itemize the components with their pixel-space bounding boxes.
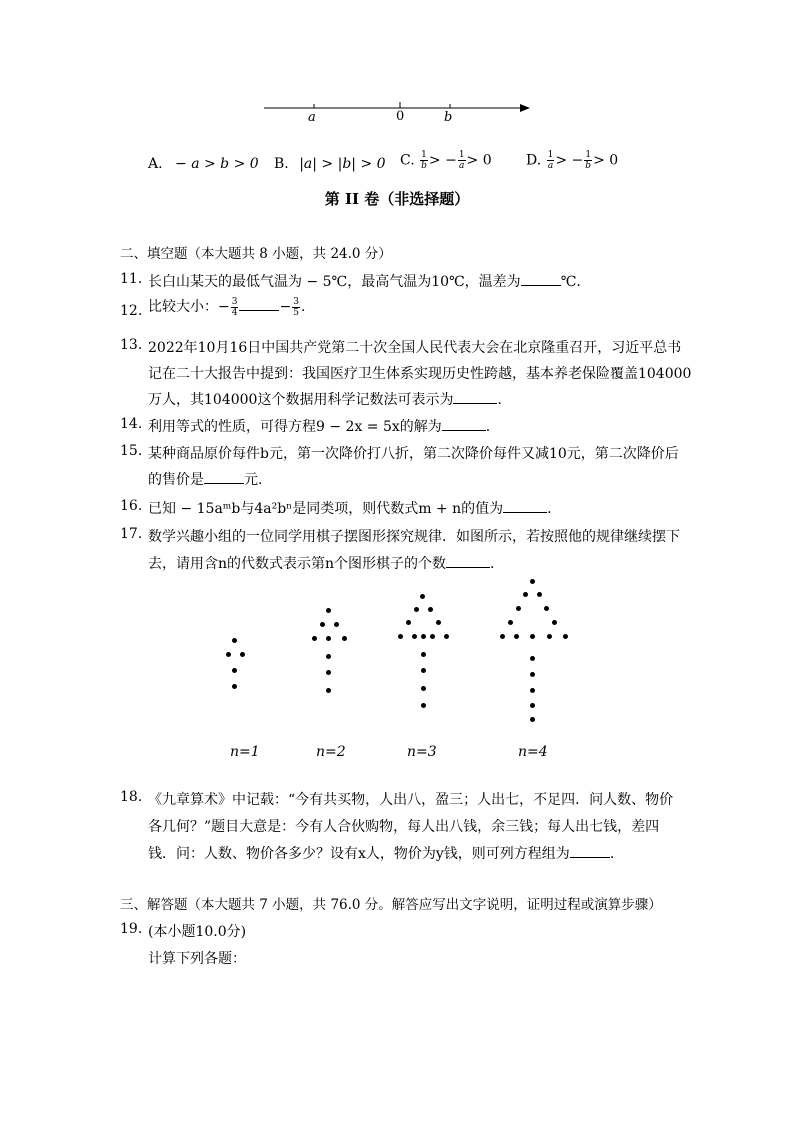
q12-den1: 4 bbox=[231, 307, 238, 318]
solve-section-heading: 三、解答题（本大题共 7 小题，共 76.0 分。解答应写出文字说明，证明过程或演算步骤） bbox=[120, 897, 662, 913]
chess-piece bbox=[421, 634, 426, 639]
chess-piece bbox=[398, 634, 403, 639]
chess-piece bbox=[500, 634, 505, 639]
chess-piece bbox=[326, 654, 331, 659]
q14-number: 14. bbox=[120, 416, 143, 432]
q11-number: 11. bbox=[120, 271, 143, 287]
figure-label-n1: n=1 bbox=[230, 744, 260, 760]
option-d-label: D. bbox=[526, 152, 542, 169]
chess-piece bbox=[312, 636, 317, 641]
q18-answer-blank[interactable] bbox=[570, 844, 610, 858]
chess-piece bbox=[226, 652, 231, 657]
chess-piece bbox=[240, 652, 245, 657]
option-c-num2: 1 bbox=[458, 150, 465, 160]
number-line-label-b: b bbox=[444, 110, 453, 125]
chess-piece bbox=[436, 620, 441, 625]
option-c-label: C. bbox=[400, 152, 415, 169]
chess-piece bbox=[514, 634, 519, 639]
chess-piece bbox=[552, 620, 557, 625]
chess-piece bbox=[412, 634, 417, 639]
q12-den2: 5 bbox=[293, 307, 299, 318]
chess-piece bbox=[530, 717, 535, 722]
chess-piece bbox=[530, 656, 535, 661]
q13-line1: 2022年10月16日中国共产党第二十次全国人民代表大会在北京隆重召开，习近平总书 bbox=[148, 340, 682, 356]
chess-piece bbox=[428, 607, 433, 612]
q16-number: 16. bbox=[120, 498, 143, 514]
chess-piece bbox=[537, 592, 542, 597]
q14-end: . bbox=[485, 419, 491, 435]
q11-after: ℃. bbox=[560, 274, 581, 290]
option-b-text: |a| > |b| > 0 bbox=[299, 156, 386, 172]
chess-piece bbox=[421, 652, 426, 657]
q17-line1: 数学兴趣小组的一位同学用棋子摆图形探究规律．如图所示，若按照他的规律继续摆下 bbox=[148, 529, 680, 545]
option-d-end: > 0 bbox=[593, 152, 619, 169]
chess-piece bbox=[516, 606, 521, 611]
q17-body: 去，请用含n的代数式表示第n个图形棋子的个数 bbox=[148, 556, 447, 572]
q19-points: (本小题10.0分) bbox=[148, 924, 247, 940]
chess-piece bbox=[326, 608, 331, 613]
option-b-label: B. bbox=[274, 156, 289, 172]
q19-text: 计算下列各题： bbox=[148, 951, 246, 967]
chess-piece bbox=[430, 634, 435, 639]
chess-piece bbox=[547, 634, 552, 639]
chess-piece bbox=[232, 684, 237, 689]
number-line-label-zero: 0 bbox=[396, 109, 405, 124]
chess-piece bbox=[530, 634, 535, 639]
q13-body: 万人，其104000这个数据用科学记数法可表示为 bbox=[148, 392, 454, 408]
option-c-mid: > − bbox=[428, 152, 457, 169]
option-c-den2: a bbox=[458, 161, 465, 171]
chess-piece bbox=[320, 622, 325, 627]
chess-piece bbox=[232, 668, 237, 673]
option-a-text: − a > b > 0 bbox=[175, 156, 259, 172]
q12-body: 比较大小：− bbox=[148, 299, 230, 315]
q17-end: . bbox=[490, 556, 495, 572]
chess-piece bbox=[530, 703, 535, 708]
chess-piece bbox=[530, 688, 535, 693]
chess-piece bbox=[563, 634, 568, 639]
fill-section-heading: 二、填空题（本大题共 8 小题，共 24.0 分） bbox=[120, 246, 392, 262]
chess-piece bbox=[232, 638, 237, 643]
option-c-end: > 0 bbox=[466, 152, 492, 169]
figure-label-n4: n=4 bbox=[518, 744, 548, 760]
figure-label-n3: n=3 bbox=[407, 744, 437, 760]
option-d-den2: b bbox=[585, 161, 592, 171]
figure-label-n2: n=2 bbox=[316, 744, 346, 760]
option-a-label: A. bbox=[148, 156, 163, 172]
chess-piece bbox=[406, 620, 411, 625]
q12-end: . bbox=[300, 299, 306, 315]
q12-mid: − bbox=[279, 299, 292, 315]
q13-number: 13. bbox=[120, 337, 143, 353]
option-d-den1: a bbox=[547, 161, 554, 171]
section2-title: 第 II 卷（非选择题） bbox=[324, 190, 470, 208]
q13-line2: 记在二十大报告中提到：我国医疗卫生体系实现历史性跨越，基本养老保险覆盖104000 bbox=[148, 366, 692, 382]
q15-line1: 某种商品原价每件b元，第一次降价打八折，第二次降价每件又减10元，第二次降价后 bbox=[148, 446, 679, 462]
q12-num2: 3 bbox=[293, 296, 299, 307]
chess-piece bbox=[421, 686, 426, 691]
q16-end: . bbox=[547, 501, 552, 517]
option-c-num1: 1 bbox=[421, 150, 427, 160]
q15-end: 元. bbox=[244, 472, 263, 488]
q18-end: . bbox=[609, 846, 615, 862]
q12-number: 12. bbox=[120, 303, 143, 319]
q18-line1: 《九章算术》中记载：“今有共买物，人出八，盈三；人出七，不足四．问人数、物价 bbox=[148, 792, 674, 808]
q14-body: 利用等式的性质，可得方程9 − 2x = 5x的解为 bbox=[148, 419, 442, 435]
q11-body: 长白山某天的最低气温为 − 5℃，最高气温为10℃，温差为 bbox=[148, 274, 521, 290]
chess-piece bbox=[326, 670, 331, 675]
q16-body: 已知 − 15aᵐb与4a²bⁿ是同类项，则代数式m + n的值为 bbox=[148, 501, 504, 517]
chess-piece bbox=[523, 592, 528, 597]
q18-line2: 各几何？”题目大意是：今有人合伙购物，每人出八钱，余三钱；每人出七钱，差四 bbox=[148, 819, 660, 835]
q18-body: 钱．问：人数、物价各多少？设有x人，物价为y钱，则可列方程组为 bbox=[148, 846, 570, 862]
chess-piece bbox=[421, 703, 426, 708]
chess-piece bbox=[508, 620, 513, 625]
q17-number: 17. bbox=[120, 526, 143, 542]
option-d-num2: 1 bbox=[585, 150, 592, 160]
chess-piece bbox=[421, 668, 426, 673]
q13-end: . bbox=[497, 392, 502, 408]
q19-number: 19. bbox=[120, 921, 143, 937]
q15-number: 15. bbox=[120, 443, 143, 459]
chess-piece bbox=[326, 688, 331, 693]
chess-piece bbox=[342, 636, 347, 641]
option-c-den1: b bbox=[421, 161, 427, 171]
chess-piece bbox=[530, 672, 535, 677]
number-line-label-a: a bbox=[308, 110, 316, 125]
q12-num1: 3 bbox=[231, 296, 238, 307]
chess-piece bbox=[326, 636, 331, 641]
chess-piece bbox=[414, 607, 419, 612]
q18-line3 bbox=[148, 843, 614, 863]
chess-piece bbox=[530, 579, 535, 584]
q18-number: 18. bbox=[120, 789, 143, 805]
chess-piece bbox=[420, 594, 425, 599]
option-d-mid: > − bbox=[555, 152, 584, 169]
chess-piece bbox=[334, 622, 339, 627]
option-d-num1: 1 bbox=[547, 150, 554, 160]
chess-piece bbox=[544, 606, 549, 611]
q15-body: 的售价是 bbox=[148, 472, 204, 488]
chess-piece bbox=[444, 634, 449, 639]
